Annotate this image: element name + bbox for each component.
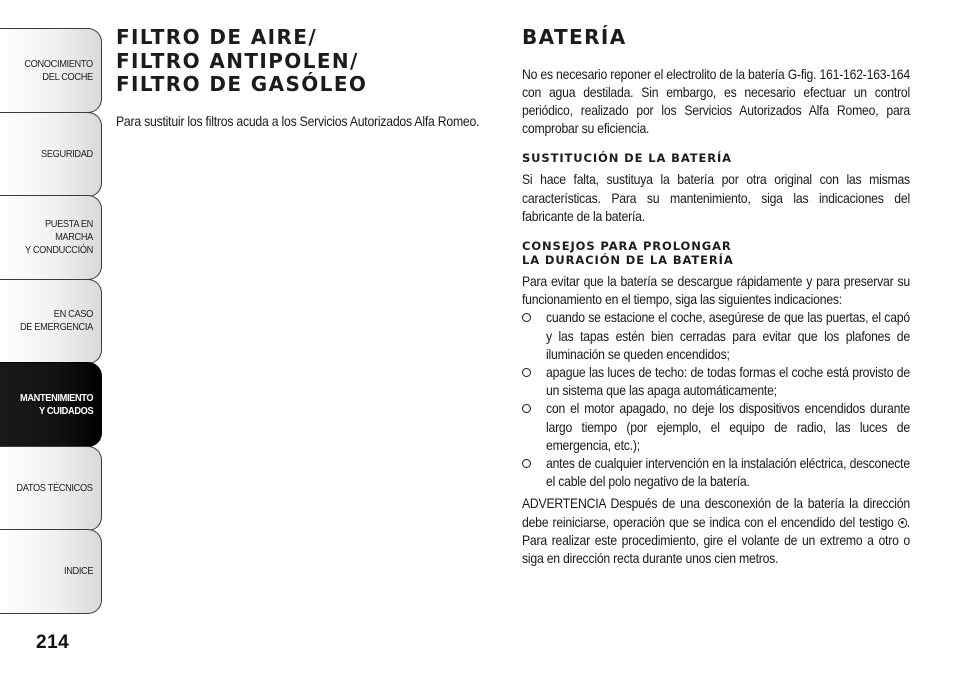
battery-title: BATERÍA xyxy=(522,25,627,49)
tab-label: EN CASO DE EMERGENCIA xyxy=(20,308,93,333)
circle-bullet-icon xyxy=(522,404,531,413)
battery-intro: No es necesario reponer el electrolito de la batería G-fig. 161-162-163-164 con agua destilada. Sin embargo, es necesario efectuar un control periódico, realizado por los Servicios Autorizados Alfa Romeo, para comprobar su eficiencia. xyxy=(522,66,910,137)
tab-conocimiento-del-coche[interactable] xyxy=(0,28,102,113)
filters-title-line: FILTRO ANTIPOLEN/ xyxy=(116,48,359,73)
tab-label: DATOS TÉCNICOS xyxy=(16,481,93,494)
list-item-text: apague las luces de techo: de todas formas el coche está provisto de un sistema que las apaga automáticamente; xyxy=(546,364,910,399)
tab-datos-tecnicos[interactable] xyxy=(0,446,102,531)
tab-en-caso-de-emergencia[interactable] xyxy=(0,279,102,364)
page-number: 214 xyxy=(36,632,70,653)
battery-tips-title xyxy=(522,239,910,267)
filters-body: Para sustituir los filtros acuda a los Servicios Autorizados Alfa Romeo. xyxy=(116,113,480,129)
tab-puesta-en-marcha[interactable] xyxy=(0,195,102,280)
battery-tips-intro: Para evitar que la batería se descargue rápidamente y para preservar su funcionamiento en el tiempo, siga las siguientes indicaciones: xyxy=(522,273,910,308)
filters-title-line: FILTRO DE AIRE/ xyxy=(116,25,318,49)
list-item-text: antes de cualquier intervención en la instalación eléctrica, desconecte el cable del polo negativo de la batería. xyxy=(546,455,910,490)
battery-warning-text: ADVERTENCIA Después de una desconexión de la batería la dirección debe reiniciarse, operación que se indica con el encendido del testigo xyxy=(522,496,910,530)
tab-label: PUESTA EN MARCHA Y CONDUCCIÓN xyxy=(25,218,93,256)
battery-section xyxy=(522,26,910,568)
battery-tips-list xyxy=(522,309,910,491)
tab-mantenimiento-y-cuidados[interactable] xyxy=(0,362,102,447)
circle-bullet-icon xyxy=(522,313,531,322)
filters-title xyxy=(116,26,486,97)
battery-tips-title-line: CONSEJOS PARA PROLONGAR xyxy=(522,238,732,253)
list-item xyxy=(522,364,910,400)
tab-label: SEGURIDAD xyxy=(41,147,93,160)
tab-label: CONOCIMIENTO DEL COCHE xyxy=(24,57,93,83)
tab-label: INDICE xyxy=(63,565,93,577)
battery-warning-text-end: . Para realizar este procedimiento, gire el volante de un extremo a otro o siga en dirección recta durante unos cien metros. xyxy=(522,514,910,566)
filters-title-line: FILTRO DE GASÓLEO xyxy=(116,72,368,96)
list-item-text: con el motor apagado, no deje los dispositivos encendidos durante largo tiempo (por ejemplo, el equipo de radio, las luces de emergencia, etc.); xyxy=(546,401,910,453)
battery-replacement-title: SUSTITUCIÓN DE LA BATERÍA xyxy=(522,151,732,166)
section-sidebar xyxy=(0,28,102,614)
battery-warning xyxy=(522,495,910,568)
tab-seguridad[interactable] xyxy=(0,112,102,197)
list-item xyxy=(522,309,910,364)
circle-bullet-icon xyxy=(522,459,531,468)
steering-warning-icon xyxy=(898,518,907,528)
tab-label: MANTENIMIENTO Y CUIDADOS xyxy=(19,391,93,417)
circle-bullet-icon xyxy=(522,368,531,377)
filters-section xyxy=(116,26,486,131)
list-item xyxy=(522,455,910,491)
list-item-text: cuando se estacione el coche, asegúrese de que las puertas, el capó y las tapas estén bien cerradas para evitar que los plafones de iluminación se queden encendidos; xyxy=(546,310,910,362)
battery-replacement-body: Si hace falta, sustituya la batería por otra original con las mismas características. Para su mantenimiento, siga las indicaciones del fabricante de la batería. xyxy=(522,172,910,224)
tab-indice[interactable] xyxy=(0,529,102,614)
battery-tips-title-line: LA DURACIÓN DE LA BATERÍA xyxy=(522,252,734,267)
list-item xyxy=(522,400,910,455)
